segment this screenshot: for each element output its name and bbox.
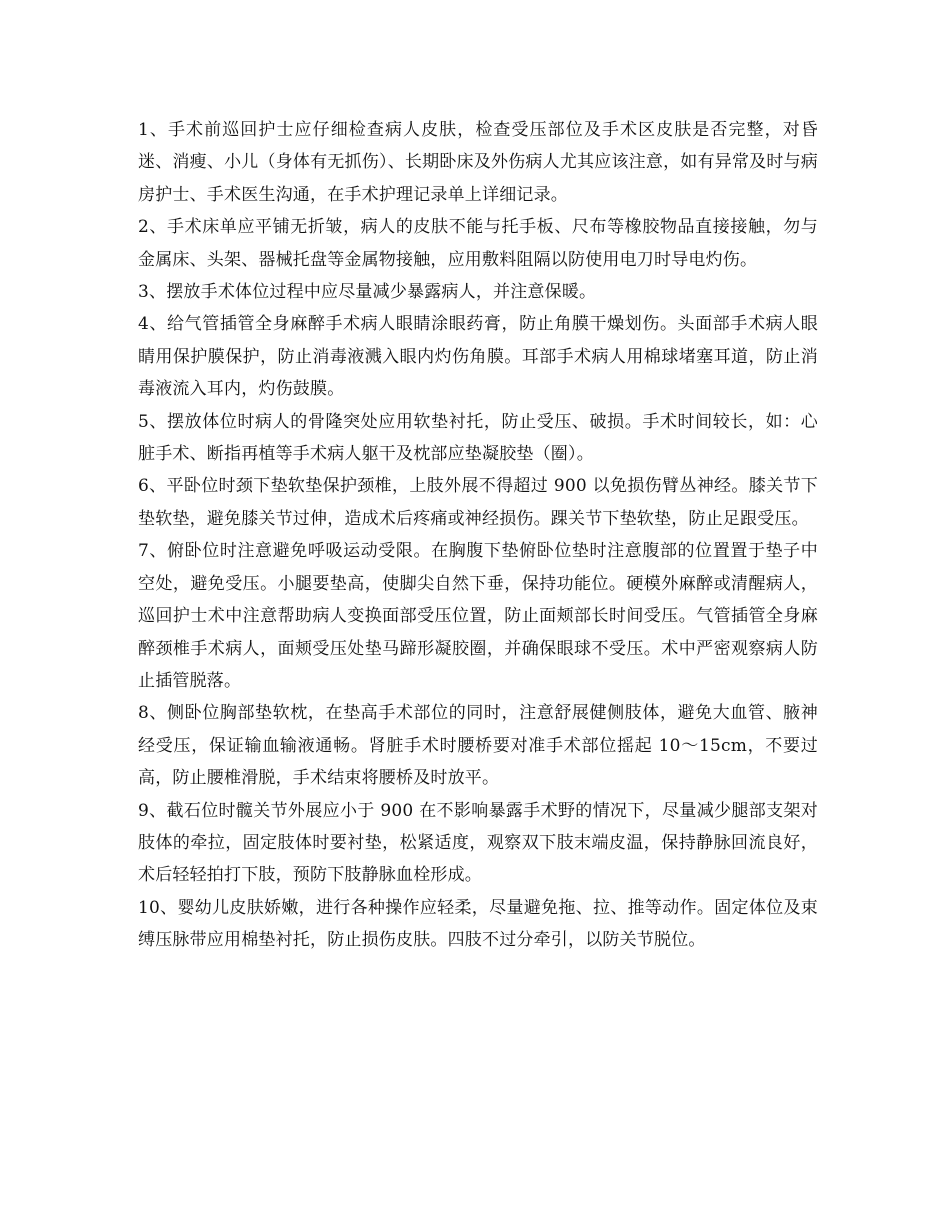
paragraph-6: 6、平卧位时颈下垫软垫保护颈椎，上肢外展不得超过 900 以免损伤臂丛神经。膝关节下垫软垫，避免膝关节过伸，造成术后疼痛或神经损伤。踝关节下垫软垫，防止足跟受压。 <box>138 476 818 529</box>
paragraph-9: 9、截石位时髋关节外展应小于 900 在不影响暴露手术野的情况下，尽量减少腿部支架对肢体的牵拉，固定肢体时要衬垫，松紧适度，观察双下肢末端皮温，保持静脉回流良好，术后轻轻拍打下肢，预防下肢静脉血栓形成。 <box>138 800 818 886</box>
paragraph-7: 7、俯卧位时注意避免呼吸运动受限。在胸腹下垫俯卧位垫时注意腹部的位置置于垫子中空处，避免受压。小腿要垫高，使脚尖自然下垂，保持功能位。硬模外麻醉或清醒病人，巡回护士术中注意帮助病人变换面部受压位置，防止面颊部长时间受压。气管插管全身麻醉颈椎手术病人，面颊受压处垫马蹄形凝胶圈，并确保眼球不受压。术中严密观察病人防止插管脱落。 <box>138 541 818 691</box>
paragraph-8: 8、侧卧位胸部垫软枕，在垫高手术部位的同时，注意舒展健侧肢体，避免大血管、腋神经受压，保证输血输液通畅。肾脏手术时腰桥要对准手术部位摇起 10～15cm，不要过高，防止腰椎滑脱，手术结束将腰桥及时放平。 <box>138 703 818 789</box>
paragraph-1: 1、手术前巡回护士应仔细检查病人皮肤，检查受压部位及手术区皮肤是否完整，对昏迷、消瘦、小儿（身体有无抓伤）、长期卧床及外伤病人尤其应该注意，如有异常及时与病房护士、手术医生沟通，在手术护理记录单上详细记录。 <box>138 120 818 205</box>
paragraph-10: 10、婴幼儿皮肤娇嫩，进行各种操作应轻柔，尽量避免拖、拉、推等动作。固定体位及束缚压脉带应用棉垫衬托，防止损伤皮肤。四肢不过分牵引，以防关节脱位。 <box>138 897 818 951</box>
paragraph-2: 2、手术床单应平铺无折皱，病人的皮肤不能与托手板、尺布等橡胶物品直接接触，勿与金属床、头架、器械托盘等金属物接触，应用敷料阻隔以防使用电刀时导电灼伤。 <box>138 217 818 270</box>
paragraph-5: 5、摆放体位时病人的骨隆突处应用软垫衬托，防止受压、破损。手术时间较长，如：心脏手术、断指再植等手术病人躯干及枕部应垫凝胶垫（圈）。 <box>138 411 818 465</box>
paragraph-3: 3、摆放手术体位过程中应尽量减少暴露病人，并注意保暖。 <box>138 282 597 303</box>
document-body <box>138 114 818 957</box>
paragraph-4: 4、给气管插管全身麻醉手术病人眼睛涂眼药膏，防止角膜干燥划伤。头面部手术病人眼睛用保护膜保护，防止消毒液溅入眼内灼伤角膜。耳部手术病人用棉球堵塞耳道，防止消毒液流入耳内，灼伤鼓膜。 <box>138 314 818 400</box>
